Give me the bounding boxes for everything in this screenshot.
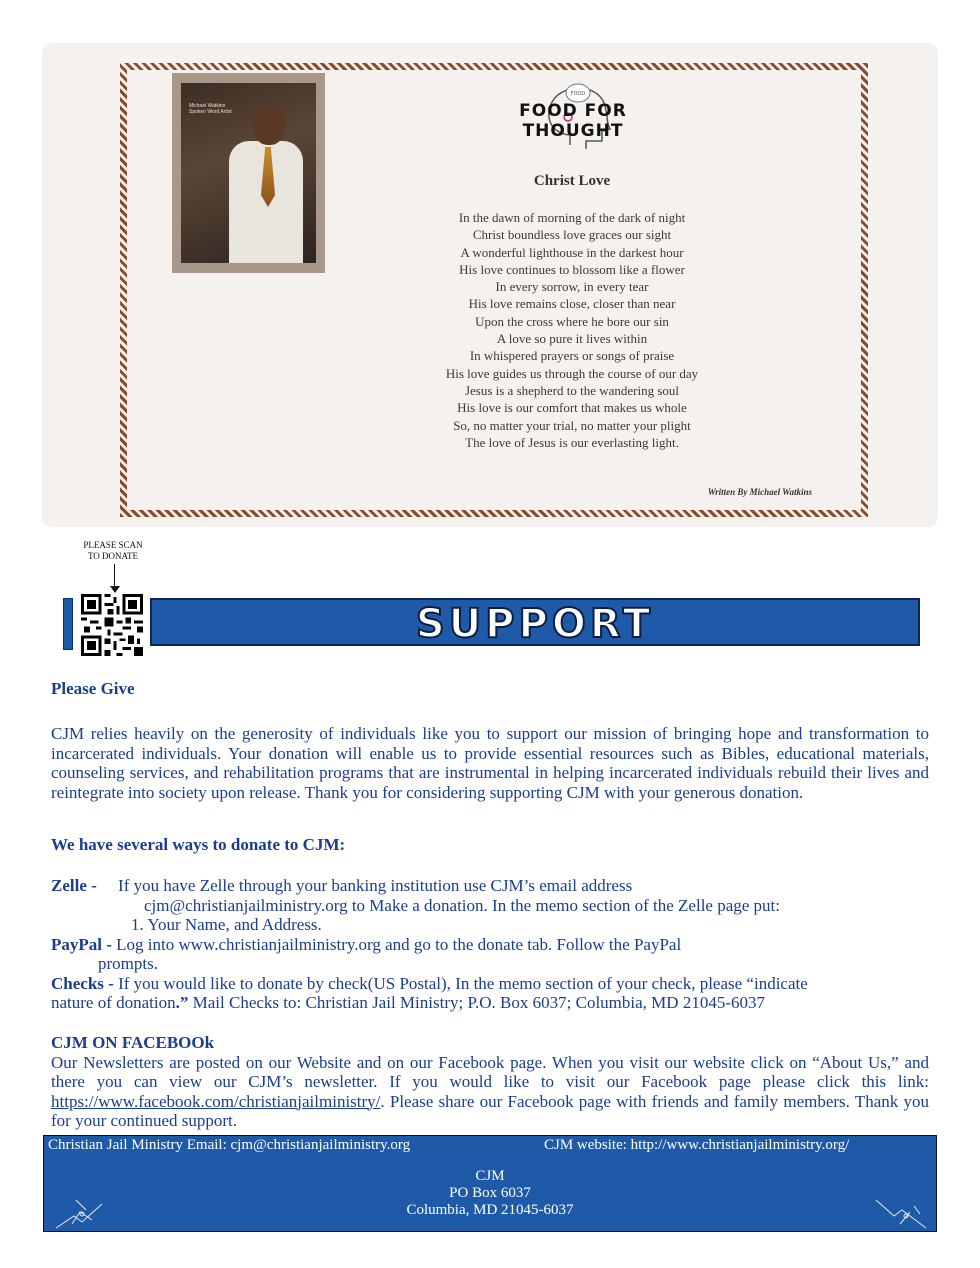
poem-line: In the dawn of morning of the dark of night: [458, 210, 686, 225]
footer-address: [44, 1168, 936, 1219]
checks-quote-end: .”: [175, 993, 189, 1012]
scan-label: [78, 540, 148, 562]
zelle-text: If you have Zelle through your banking institution use CJM’s email address: [118, 876, 633, 895]
footer-website[interactable]: CJM website: http://www.christianjailministry.org/: [544, 1137, 850, 1153]
poem-line: His love remains close, closer than near: [468, 296, 676, 312]
poem-line: The love of Jesus is our everlasting light.: [465, 434, 679, 450]
poem-card: [42, 43, 938, 527]
checks-nature-text: nature of donation: [51, 993, 176, 1012]
poem-line: Jesus is a shepherd to the wandering soul: [464, 382, 680, 398]
support-banner: [150, 598, 920, 646]
scan-label-line: PLEASE SCAN: [83, 540, 143, 550]
poem-line: In every sorrow, in every tear: [495, 279, 649, 295]
author-photo: [172, 73, 325, 273]
food-for-thought-logo: [478, 73, 668, 163]
poem-line: His love guides us through the course of our day: [445, 365, 699, 381]
paypal-text: Log into www.christianjailministry.org and go to the donate tab. Follow the PayPal: [116, 934, 682, 954]
facebook-section: [51, 1033, 929, 1131]
footer-address-line: PO Box 6037: [449, 1185, 531, 1201]
paypal-prompts-line: prompts.: [98, 954, 158, 973]
checks-mail-line: [51, 993, 931, 1013]
poem-line: So, no matter your trial, no matter your plight: [453, 417, 691, 433]
paypal-row: [51, 935, 931, 955]
poem-title: Christ Love: [533, 173, 611, 189]
photo-caption: Michael Watkins Spoken Word Artist: [189, 103, 232, 115]
footer-email[interactable]: Christian Jail Ministry Email: cjm@christianjailministry.org: [48, 1137, 411, 1153]
poem-line: A wonderful lighthouse in the darkest hour: [460, 244, 684, 260]
zelle-row: [51, 876, 931, 896]
qr-code-icon[interactable]: [80, 594, 144, 656]
checks-text: If you would like to donate by check(US Postal), In the memo section of your check, please “indicate: [113, 973, 808, 993]
checks-mail-text: Mail Checks to: Christian Jail Ministry; P.O. Box 6037; Columbia, MD 21045-6037: [188, 993, 765, 1012]
zelle-email-line: cjm@christianjailministry.org to Make a donation. In the memo section of the Zelle page put:: [144, 895, 780, 915]
donation-methods: [51, 876, 931, 1013]
poem-line: His love is our comfort that makes us whole: [457, 400, 687, 416]
footer: [43, 1135, 937, 1232]
author-photo-image: [181, 83, 316, 263]
poem-line: A love so pure it lives within: [496, 331, 648, 347]
checks-label: Checks -: [51, 973, 114, 993]
paypal-label: PayPal -: [51, 934, 112, 954]
facebook-heading: CJM ON FACEBOOk: [51, 1033, 215, 1052]
logo-text: FOOD FOR THOUGHT: [519, 101, 627, 141]
support-banner-title: SUPPORT: [415, 601, 655, 647]
scan-label-line: TO DONATE: [87, 551, 139, 561]
decorative-figure-icon: [52, 1194, 112, 1230]
facebook-paragraph: [51, 1053, 929, 1131]
please-give-heading: Please Give: [51, 679, 135, 698]
checks-row: [51, 974, 931, 994]
facebook-text-1: Our Newsletters are posted on our Website and on our Facebook page. When you visit our website click on “About Us,” and there you can view our CJM’s newsletter. If you would like to visit our Facebook page please click this link:: [51, 1052, 929, 1091]
ways-to-donate-heading: We have several ways to donate to CJM:: [51, 835, 346, 854]
footer-address-line: CJM: [475, 1168, 505, 1184]
poem-line: His love continues to blossom like a flower: [459, 261, 685, 277]
poem-line: In whispered prayers or songs of praise: [469, 348, 675, 364]
zelle-label: Zelle -: [51, 876, 97, 895]
logo-small-text: FOOD: [570, 91, 586, 97]
poem-lines: [392, 209, 752, 451]
scan-arrow: [114, 564, 115, 588]
zelle-memo-item: 1. Your Name, and Address.: [131, 915, 322, 934]
facebook-link[interactable]: https://www.facebook.com/christianjailministry/: [51, 1091, 381, 1111]
arrow-down-icon: [110, 586, 120, 593]
banner-left-stub: [63, 598, 73, 650]
facebook-text-2: . Please share our Facebook page with friends and family members. Thank you for your continued support.: [51, 1091, 929, 1130]
photo-figure-head: [253, 105, 285, 145]
footer-address-line: Columbia, MD 21045-6037: [406, 1202, 574, 1218]
poem-author: Written By Michael Watkins: [707, 487, 812, 497]
poem-line: Christ boundless love graces our sight: [472, 227, 672, 243]
poem-line: Upon the cross where he bore our sin: [475, 313, 669, 329]
intro-paragraph: CJM relies heavily on the generosity of individuals like you to support our mission of bringing hope and transformation to incarcerated individuals. Your donation will enable us to provide essential resources such as Bibles, educational materials, counseling services, and rehabilitation programs that are instrumental in helping incarcerated individuals rebuild their lives and reintegrate into society upon release. Thank you for considering supporting CJM with your generous donation.: [51, 724, 929, 802]
decorative-figure-icon: [870, 1194, 930, 1230]
